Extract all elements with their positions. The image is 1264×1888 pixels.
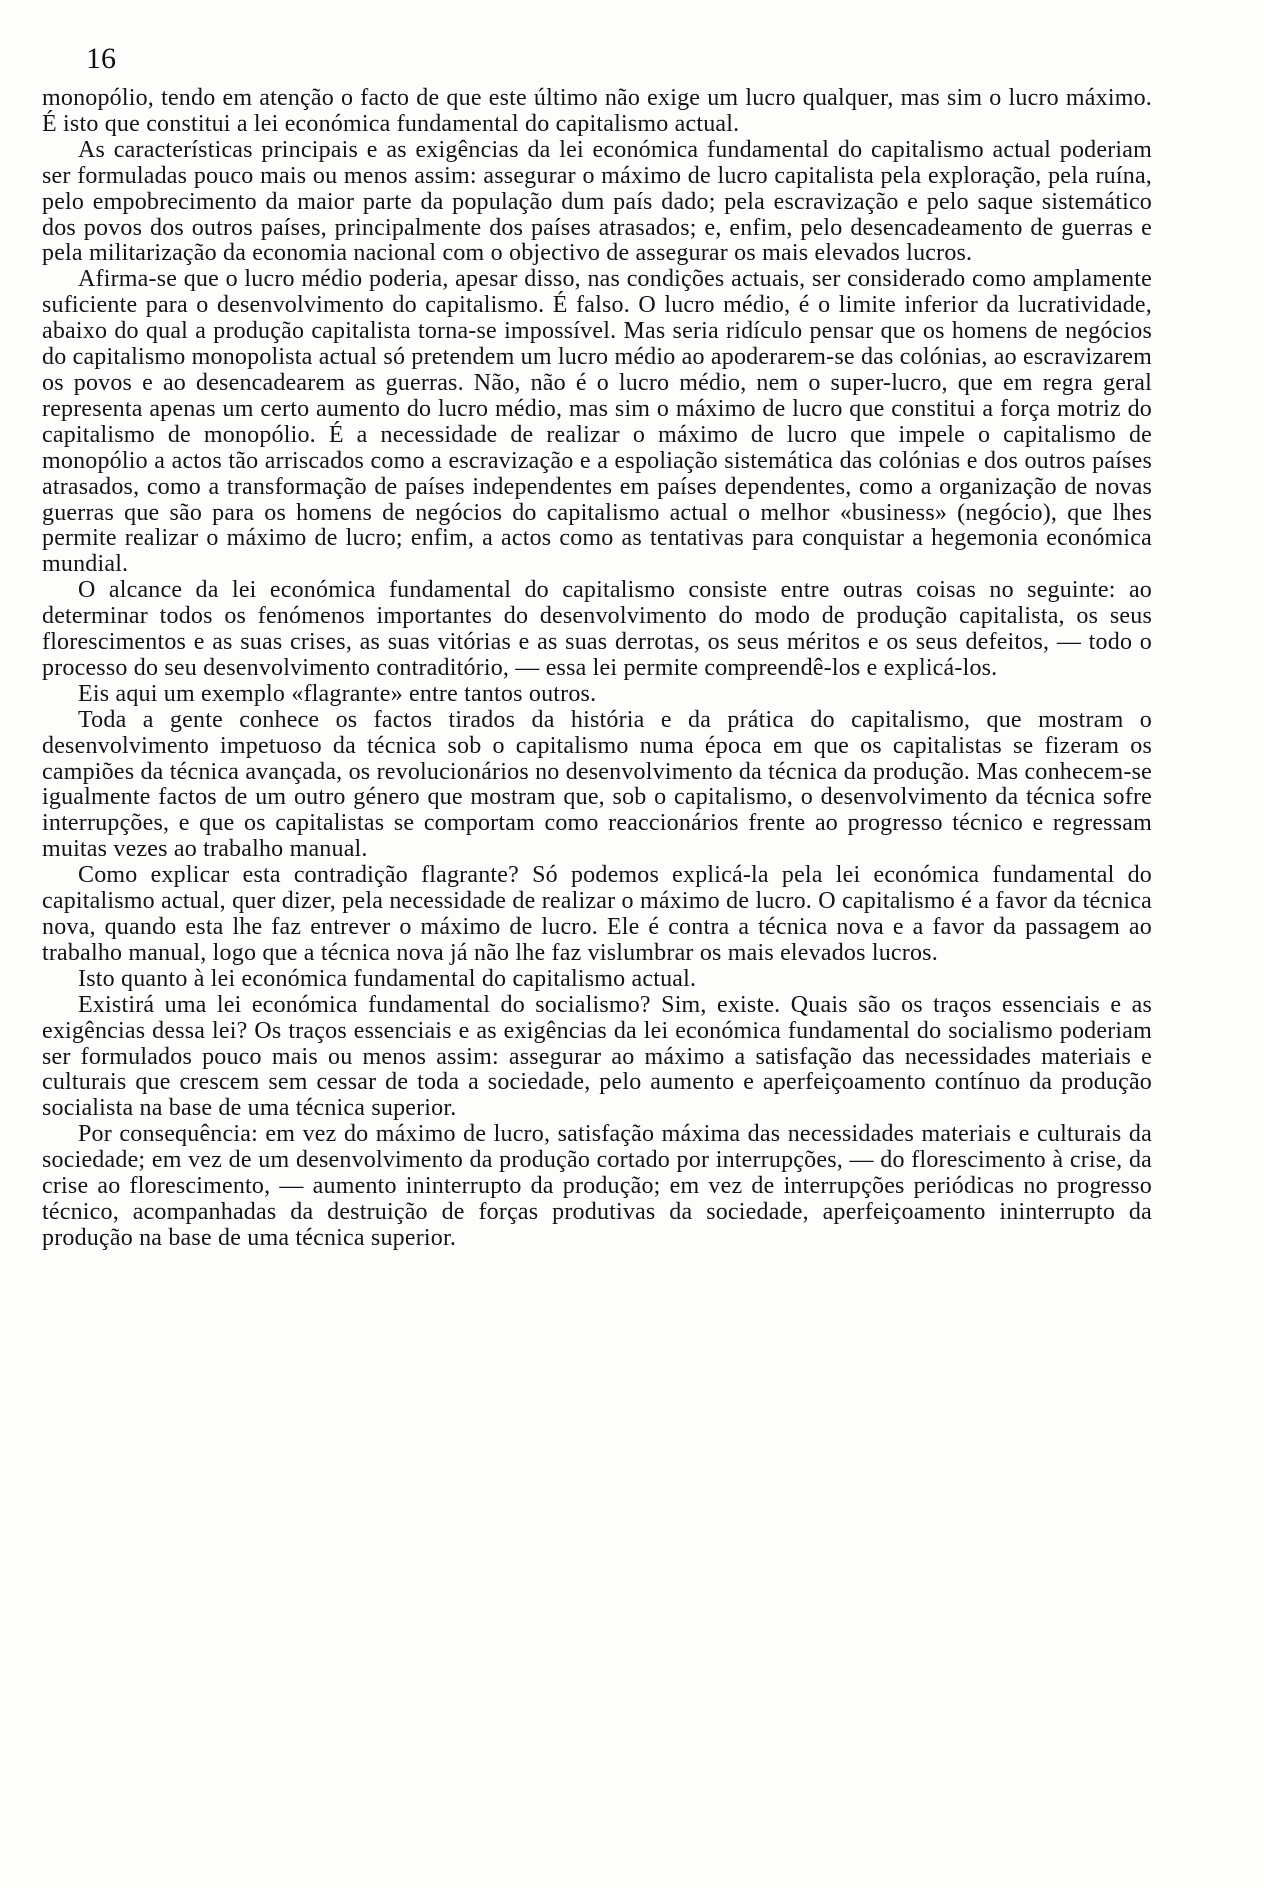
paragraph: Como explicar esta contradição flagrante? Só podemos explicá-la pela lei económica fundamental do capitalismo actual, quer dizer, pela necessidade de realizar o máximo de lucro. O capitalismo é a favor da técnica nova, quando esta lhe faz entrever o máximo de lucro. Ele é contra a técnica nova e a favor da passagem ao trabalho manual, logo que a técnica nova já não lhe faz vislumbrar os mais elevados lucros. (42, 862, 1152, 966)
paragraph: O alcance da lei económica fundamental do capitalismo consiste entre outras coisas no seguinte: ao determinar todos os fenómenos importantes do desenvolvimento do modo de produção capitalista, os seus florescimentos e as suas crises, as suas vitórias e as suas derrotas, os seus méritos e os seus defeitos, — todo o processo do seu desenvolvimento contraditório, — essa lei permite compreendê-los e explicá-los. (42, 577, 1152, 681)
paragraph: Existirá uma lei económica fundamental do socialismo? Sim, existe. Quais são os traços essenciais e as exigências dessa lei? Os traços essenciais e as exigências da lei económica fundamental do socialismo poderiam ser formulados pouco mais ou menos assim: assegurar ao máximo a satisfação das necessidades materiais e culturais que crescem sem cessar de toda a sociedade, pelo aumento e aperfeiçoamento contínuo da produção socialista na base de uma técnica superior. (42, 991, 1152, 1122)
paragraph: As características principais e as exigências da lei económica fundamental do capitalismo actual poderiam ser formuladas pouco mais ou menos assim: assegurar o máximo de lucro capitalista pela exploração, pela ruína, pelo empobrecimento da maior parte da população dum país dado; pela escravização e pelo saque sistemático dos povos dos outros países, principalmente dos países atrasados; e, enfim, pelo desencadeamento de guerras e pela militarização da economia nacional com o objectivo de assegurar os mais elevados lucros. (42, 136, 1152, 267)
page-number: 16 (86, 42, 116, 75)
paragraph: monopólio, tendo em atenção o facto de que este último não exige um lucro qualquer, mas sim o lucro máximo. É isto que constitui a lei económica fundamental do capitalismo actual. (42, 85, 1152, 137)
paragraph: Afirma-se que o lucro médio poderia, apesar disso, nas condições actuais, ser considerado como amplamente suficiente para o desenvolvimento do capitalismo. É falso. O lucro médio, é o limite inferior da lucratividade, abaixo do qual a produção capitalista torna-se impossível. Mas seria ridículo pensar que os homens de negócios do capitalismo monopolista actual só pretendem um lucro médio ao apoderarem-se das colónias, ao escravizarem os povos e ao desencadearem as guerras. Não, não é o lucro médio, nem o super-lucro, que em regra geral representa apenas um certo aumento do lucro médio, mas sim o máximo de lucro que constitui a força motriz do capitalismo de monopólio. É a necessidade de realizar o máximo de lucro que impele o capitalismo de monopólio a actos tão arriscados como a escravização e a espoliação sistemática das colónias e dos outros países atrasados, como a transformação de países independentes em países dependentes, como a organização de novas guerras que são para os homens de negócios do capitalismo actual o melhor «business» (negócio), que lhes permite realizar o máximo de lucro; enfim, a actos como as tentativas para conquistar a hegemonia económica mundial. (42, 266, 1152, 578)
paragraph: Toda a gente conhece os factos tirados da história e da prática do capitalismo, que mostram o desenvolvimento impetuoso da técnica sob o capitalismo numa época em que os capitalistas se fizeram os campiões da técnica avançada, os revolucionários no desenvolvimento da técnica da produção. Mas conhecem-se igualmente factos de um outro género que mostram que, sob o capitalismo, o desenvolvimento da técnica sofre interrupções, e que os capitalistas se comportam como reaccionários frente ao progresso técnico e regressam muitas vezes ao trabalho manual. (42, 706, 1152, 863)
body-text (42, 86, 1152, 1252)
paragraph: Isto quanto à lei económica fundamental do capitalismo actual. (78, 965, 697, 992)
paragraph: Por consequência: em vez do máximo de lucro, satisfação máxima das necessidades materiais e culturais da sociedade; em vez de um desenvolvimento da produção cortado por interrupções, — do florescimento à crise, da crise ao florescimento, — aumento ininterrupto da produção; em vez de interrupções periódicas no progresso técnico, acompanhadas da destruição de forças produtivas da sociedade, aperfeiçoamento ininterrupto da produção na base de uma técnica superior. (42, 1121, 1152, 1251)
paragraph: Eis aqui um exemplo «flagrante» entre tantos outros. (78, 680, 597, 707)
